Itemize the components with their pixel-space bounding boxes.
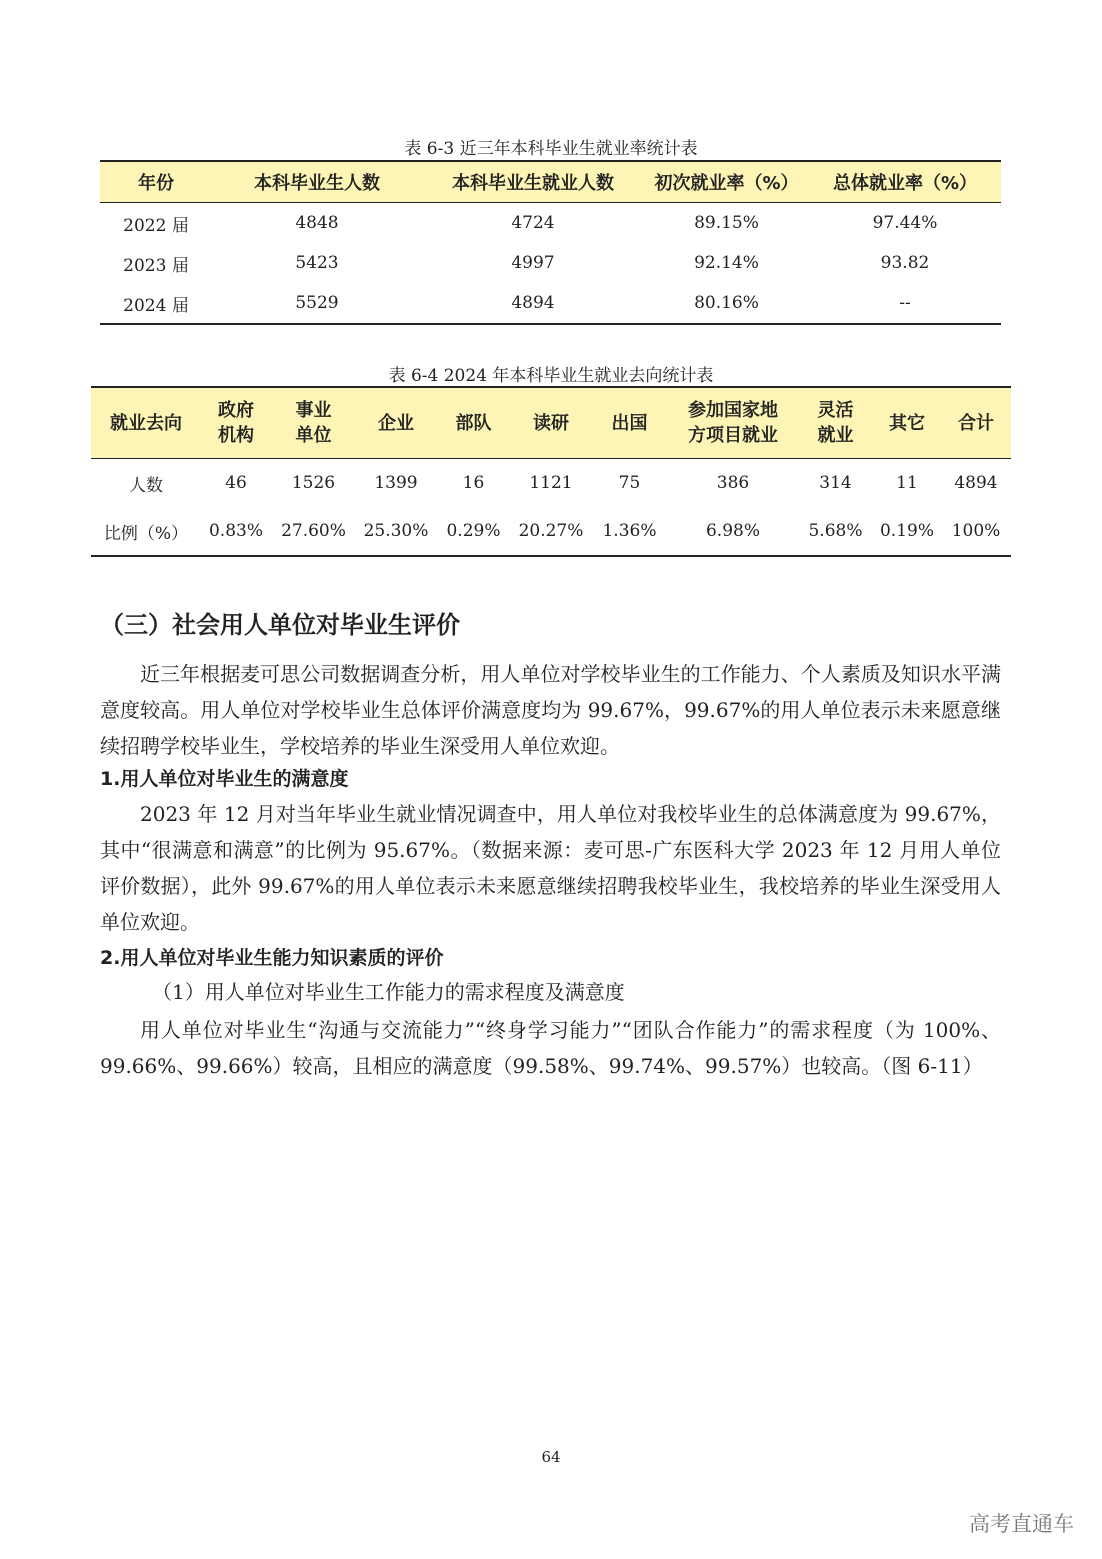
header-postgraduate: 读研 <box>511 387 591 459</box>
table-cell: 6.98% <box>705 521 760 541</box>
header-public-institution: 事业 单位 <box>271 387 356 459</box>
table-cell: 386 <box>716 473 750 493</box>
table-row <box>91 507 1011 556</box>
table-cell: 人数 <box>129 475 163 496</box>
header-enterprise: 企业 <box>356 387 436 459</box>
table-cell: 1399 <box>374 473 418 493</box>
table-cell: 4997 <box>511 253 555 273</box>
table-cell: 5.68% <box>808 521 863 541</box>
section-heading: （三）社会用人单位对毕业生评价 <box>100 611 460 639</box>
header-abroad: 出国 <box>591 387 668 459</box>
intro-paragraph: 近三年根据麦可思公司数据调查分析，用人单位对学校毕业生的工作能力、个人素质及知识水平满意度较高。用人单位对学校毕业生总体评价满意度均为 99.67%，99.67%的用人单位表示未来愿意继续招聘学校毕业生，学校培养的毕业生深受用人单位欢迎。 <box>100 662 1001 758</box>
table-cell: 0.19% <box>879 521 934 541</box>
table-6-3-caption: 表 6-3 近三年本科毕业生就业率统计表 <box>404 139 698 159</box>
table-cell: 11 <box>896 473 918 493</box>
table-cell: 46 <box>225 473 247 493</box>
table-cell: 20.27% <box>518 521 584 541</box>
table-cell: 27.60% <box>281 521 346 541</box>
table-cell: 4848 <box>295 213 339 233</box>
table-cell: 4724 <box>511 213 555 233</box>
table-cell: 4894 <box>954 473 998 493</box>
table-cell: 16 <box>462 473 485 493</box>
page-number: 64 <box>541 1448 561 1466</box>
table-cell: 314 <box>819 473 852 493</box>
table-cell: 100% <box>951 521 1001 541</box>
subheading-work-ability: （1）用人单位对毕业生工作能力的需求程度及满意度 <box>152 980 625 1004</box>
table-cell: 89.15% <box>694 213 759 233</box>
header-year: 年份 <box>100 161 212 203</box>
table-row <box>100 283 1001 324</box>
table-cell: 比例（%） <box>103 523 189 544</box>
table-cell: -- <box>899 293 911 313</box>
employment-rate-table <box>100 160 1001 325</box>
header-overall-rate: 总体就业率（%） <box>809 161 1001 203</box>
header-destination: 就业去向 <box>91 387 201 459</box>
table-cell: 4894 <box>511 293 555 313</box>
header-national-local-projects: 参加国家地 方项目就业 <box>668 387 798 459</box>
header-initial-rate: 初次就业率（%） <box>644 161 809 203</box>
work-ability-paragraph: 用人单位对毕业生“沟通与交流能力”“终身学习能力”“团队合作能力”的需求程度（为 100%、99.66%、99.66%）较高，且相应的满意度（99.58%、99.74%、99.57%）也较高。（图 6-11） <box>100 1018 1001 1078</box>
header-military: 部队 <box>436 387 511 459</box>
table-cell: 2023 届 <box>123 255 189 276</box>
table-header-row <box>100 161 1001 203</box>
table-cell: 1121 <box>529 473 573 493</box>
table-cell: 0.83% <box>208 521 263 541</box>
table-cell: 1.36% <box>602 521 657 541</box>
table-header-row <box>91 387 1011 459</box>
table-row <box>100 243 1001 283</box>
table-cell: 92.14% <box>694 253 759 273</box>
table-6-4-caption: 表 6-4 2024 年本科毕业生就业去向统计表 <box>388 366 714 386</box>
table-cell: 93.82 <box>880 253 930 273</box>
table-row <box>100 203 1001 244</box>
table-cell: 75 <box>618 473 641 493</box>
table-cell: 25.30% <box>363 521 429 541</box>
table-row <box>91 459 1011 508</box>
header-employed: 本科毕业生就业人数 <box>422 161 644 203</box>
subheading-ability-evaluation: 2.用人单位对毕业生能力知识素质的评价 <box>100 947 444 969</box>
table-cell: 2022 届 <box>123 215 189 236</box>
header-graduates: 本科毕业生人数 <box>212 161 422 203</box>
header-total: 合计 <box>941 387 1011 459</box>
employment-destination-table <box>91 386 1011 557</box>
subheading-satisfaction: 1.用人单位对毕业生的满意度 <box>100 768 349 790</box>
table-cell: 5529 <box>295 293 339 313</box>
satisfaction-paragraph: 2023 年 12 月对当年毕业生就业情况调查中，用人单位对我校毕业生的总体满意度为 99.67%，其中“很满意和满意”的比例为 95.67%。（数据来源：麦可思-广东医科大学 2023 年 12 月用人单位评价数据），此外 99.67%的用人单位表示未来愿意继续招聘我校毕业生，我校培养的毕业生深受用人单位欢迎。 <box>100 802 1001 934</box>
header-flexible-employment: 灵活 就业 <box>798 387 873 459</box>
header-government: 政府 机构 <box>201 387 271 459</box>
table-cell: 80.16% <box>694 293 759 313</box>
table-cell: 0.29% <box>446 521 501 541</box>
header-other: 其它 <box>873 387 941 459</box>
watermark: 高考直通车 <box>969 1512 1074 1536</box>
table-cell: 97.44% <box>872 213 938 233</box>
table-cell: 5423 <box>295 253 339 273</box>
table-cell: 1526 <box>291 473 336 493</box>
table-cell: 2024 届 <box>123 295 189 316</box>
